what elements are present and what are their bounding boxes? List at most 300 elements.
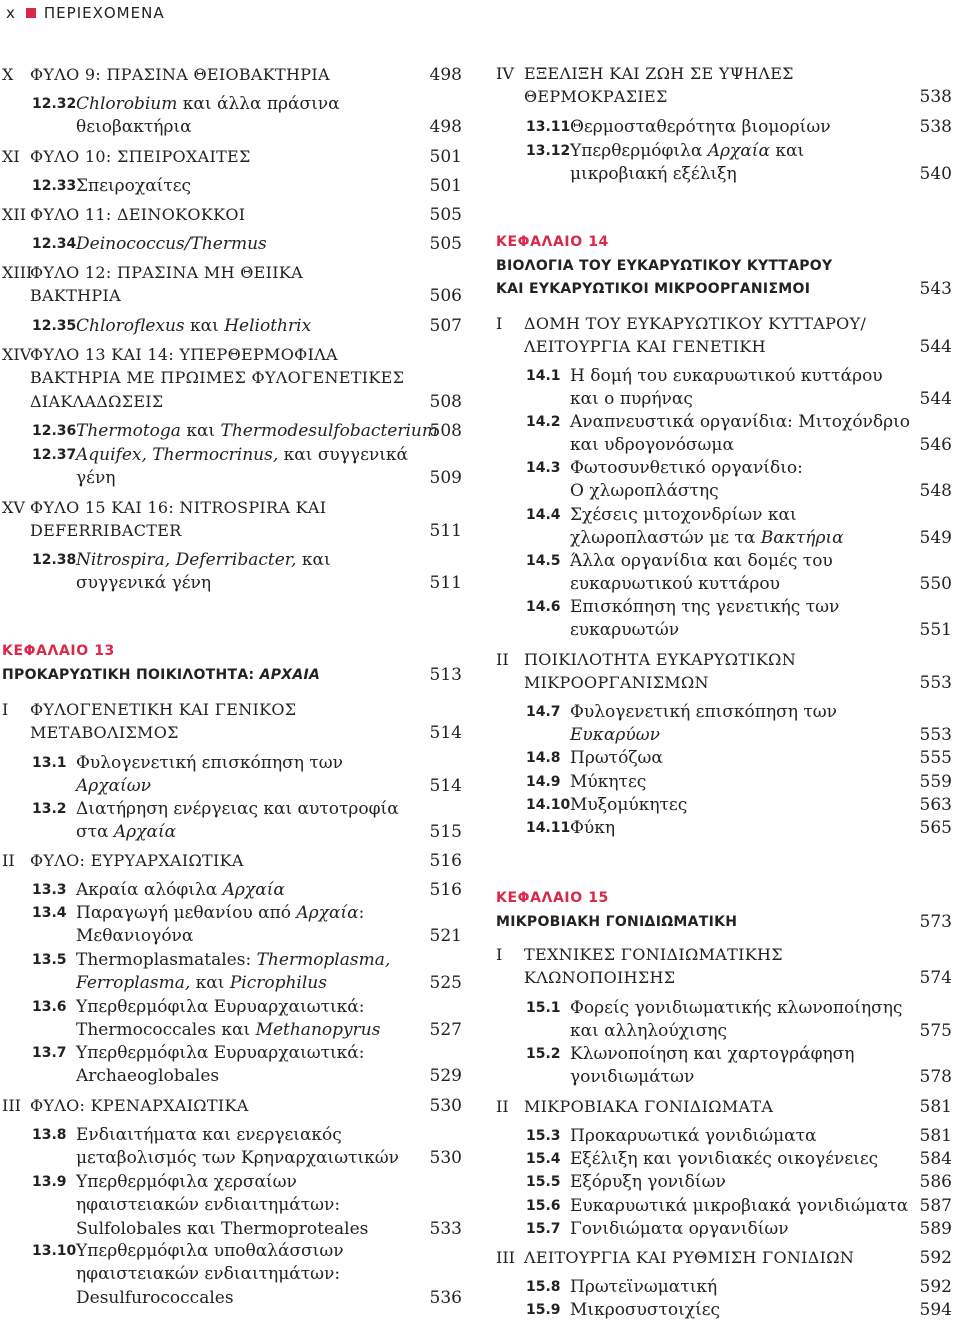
entry-title-text: γονιδιωμάτων	[570, 1067, 695, 1088]
page-number: 594	[919, 1300, 952, 1320]
entry-title-text: και	[296, 550, 331, 570]
entry-title-line	[76, 1146, 399, 1170]
section-numeral: II	[496, 1097, 509, 1116]
page-number: 543	[919, 279, 952, 300]
entry-title-line	[76, 1193, 340, 1217]
entry-title-text: Πρωτεϊνωματική	[570, 1277, 718, 1297]
entry-title-text: Thermodesulfobacterium	[220, 421, 438, 441]
entry-title-text: Μυξομύκητες	[570, 795, 688, 815]
entry-title-text: Sulfolobales και Thermoproteales	[76, 1218, 369, 1239]
entry-title-text: Ferroplasma,	[76, 973, 191, 994]
entry-title-text: Thermococcales και	[76, 1020, 256, 1041]
entry-title-text: Σπειροχαίτες	[76, 176, 192, 196]
entry-title-text: Chlorobium	[76, 94, 178, 114]
entry-title-text: Προκαρυωτικά γονιδιώματα	[570, 1126, 817, 1146]
page-number: 548	[919, 481, 952, 502]
entry-title-text: Υπερθερμόφιλα Ευρυαρχαιωτικά:	[76, 997, 365, 1017]
entry-title-line	[76, 995, 365, 1019]
entry-title-text: Ευκαρύων	[570, 725, 660, 746]
subsection-number: 13.9	[32, 1174, 67, 1190]
entry-title-line	[76, 901, 364, 925]
page-number: 550	[919, 574, 952, 595]
entry-title-line	[76, 948, 390, 972]
subsection-number: 14.3	[526, 460, 561, 476]
chapter-title-text: ΒΙΟΛΟΓΙΑ ΤΟΥ ΕΥΚΑΡΥΩΤΙΚΟΥ ΚΥΤΤΑΡΟΥ	[496, 258, 833, 274]
entry-title-line	[76, 924, 193, 948]
entry-title-line	[570, 1194, 908, 1218]
page-number: 505	[429, 205, 462, 225]
entry-title-text: Γονιδιώματα οργανιδίων	[570, 1219, 789, 1239]
section-numeral: XIII	[2, 263, 33, 282]
entry-title-line	[30, 366, 404, 390]
chapter-title-line	[2, 663, 320, 687]
entry-title-line	[30, 343, 338, 367]
entry-title-text: ΛΕΙΤΟΥΡΓΙΑ ΚΑΙ ΡΥΘΜΙΣΗ ΓΟΝΙΔΙΩΝ	[524, 1248, 855, 1267]
section-numeral: I	[2, 700, 9, 719]
page-number: 527	[429, 1020, 462, 1041]
entry-title-text: ΜΙΚΡΟΒΙΑΚΑ ΓΟΝΙΔΙΩΜΑΤΑ	[524, 1097, 774, 1116]
section-numeral: XI	[2, 147, 20, 166]
entry-title-line	[524, 648, 796, 672]
page-number: 574	[919, 968, 952, 989]
entry-title-text: Αρχαία	[113, 822, 177, 843]
entry-title-line	[570, 410, 910, 434]
entry-title-line	[76, 1041, 365, 1065]
entry-title-line	[30, 519, 182, 543]
page-number: 536	[429, 1287, 462, 1308]
chapter-title-text: ΠΡΟΚΑΡΥΩΤΙΚΗ ΠΟΙΚΙΛΟΤΗΤΑ:	[2, 667, 260, 683]
entry-title-line	[570, 572, 780, 596]
entry-title-text: Διατήρηση ενέργειας και αυτοτροφία	[76, 799, 399, 819]
entry-title-text: και	[190, 973, 230, 994]
entry-title-line	[76, 1286, 234, 1310]
section-numeral: I	[496, 945, 503, 964]
entry-title-line	[524, 62, 794, 86]
chapter-label: ΚΕΦΑΛΑΙΟ 15	[496, 890, 609, 906]
chapter-title-text: ΑΡΧΑΙΑ	[259, 667, 321, 683]
page-number: 549	[919, 528, 952, 549]
page-number: 592	[919, 1277, 952, 1297]
entry-title-text: ΦΥΛΟ: ΚΡΕΝΑΡΧΑΙΩΤΙΚΑ	[30, 1096, 249, 1115]
subsection-number: 15.1	[526, 1000, 561, 1016]
entry-title-text: Σχέσεις μιτοχονδρίων και	[570, 505, 797, 525]
page-number: 553	[919, 673, 952, 694]
entry-title-text: Αρχαία	[296, 903, 359, 923]
entry-title-text: συγγενικά γένη	[76, 573, 212, 594]
entry-title-line	[76, 1262, 340, 1286]
entry-title-text: Εξόρυξη γονιδίων	[570, 1172, 726, 1192]
entry-title-text: ΒΑΚΤΗΡΙΑ	[30, 286, 121, 306]
page-number: 516	[429, 851, 462, 871]
entry-title-text: ΕΞΕΛΙΞΗ ΚΑΙ ΖΩΗ ΣΕ ΥΨΗΛΕΣ	[524, 64, 794, 83]
entry-title-line	[30, 496, 326, 520]
entry-title-text: ΘΕΡΜΟΚΡΑΣΙΕΣ	[524, 87, 668, 107]
subsection-number: 15.6	[526, 1198, 561, 1214]
entry-title-text: Υπερθερμόφιλα	[570, 141, 708, 161]
entry-title-line	[76, 571, 211, 595]
page-number: 592	[919, 1248, 952, 1268]
entry-title-text: Ο χλωροπλάστης	[570, 481, 719, 502]
subsection-number: 15.2	[526, 1046, 561, 1062]
section-numeral: III	[2, 1096, 21, 1115]
page-number: 530	[429, 1096, 462, 1116]
subsection-number: 14.10	[526, 797, 571, 813]
entry-title-text: Βακτήρια	[760, 528, 844, 549]
entry-title-text: Ενδιαιτήματα και ενεργειακός	[76, 1125, 342, 1145]
entry-title-line	[76, 1170, 297, 1194]
entry-title-text: DEFERRIBACTER	[30, 521, 182, 541]
entry-title-line	[570, 1275, 717, 1299]
entry-title-line	[76, 774, 151, 798]
entry-title-line	[524, 335, 766, 359]
entry-title-text: Αναπνευστικά οργανίδια: Μιτοχόνδριο	[570, 412, 911, 432]
subsection-number: 12.34	[32, 236, 77, 252]
entry-title-text: Φορείς γονιδιωματικής κλωνοποίησης	[570, 998, 903, 1018]
entry-title-text: Deinococcus/Thermus	[76, 234, 267, 254]
subsection-number: 15.7	[526, 1221, 561, 1237]
subsection-number: 13.1	[32, 755, 67, 771]
entry-title-line	[30, 390, 164, 414]
entry-title-text: Πρωτόζωα	[570, 748, 663, 768]
section-numeral: XIV	[2, 345, 32, 364]
entry-title-text: και	[180, 421, 221, 441]
entry-title-text: Φωτοσυνθετικό οργανίδιο:	[570, 458, 803, 478]
entry-title-line	[76, 751, 343, 775]
entry-title-text: Picrophilus	[229, 973, 327, 994]
subsection-number: 12.37	[32, 447, 77, 463]
entry-title-line	[570, 1019, 727, 1043]
entry-title-text: και άλλα πράσινα	[177, 94, 340, 114]
subsection-number: 12.35	[32, 318, 77, 334]
page-number: 530	[429, 1148, 462, 1169]
entry-title-text: στα	[76, 822, 114, 843]
entry-title-text: Methanopyrus	[255, 1020, 381, 1041]
entry-title-text: Υπερθερμόφιλα υποθαλάσσιων	[76, 1241, 344, 1261]
entry-title-text: Υπερθερμόφιλα χερσαίων	[76, 1172, 297, 1192]
entry-title-text: Αρχαίων	[76, 776, 151, 797]
entry-title-text: ΜΕΤΑΒΟΛΙΣΜΟΣ	[30, 723, 179, 743]
entry-title-text: Thermoplasma,	[256, 950, 391, 970]
entry-title-line	[76, 1217, 368, 1241]
entry-title-line	[570, 387, 693, 411]
page-number: 553	[919, 725, 952, 746]
entry-title-line	[76, 419, 438, 443]
entry-title-line	[570, 456, 803, 480]
page-number: 498	[429, 117, 462, 138]
page-number: 586	[919, 1172, 952, 1192]
subsection-number: 13.2	[32, 801, 67, 817]
entry-title-line	[30, 721, 179, 745]
entry-title-text: ΦΥΛΟ 10: ΣΠΕΙΡΟΧΑΙΤΕΣ	[30, 147, 251, 166]
page-number: 529	[429, 1066, 462, 1087]
entry-title-text: και αλληλούχισης	[570, 1021, 728, 1042]
subsection-number: 15.9	[526, 1302, 561, 1318]
page-number: 540	[919, 164, 952, 185]
entry-title-line	[524, 671, 709, 695]
entry-title-line	[570, 816, 615, 840]
page-number: 538	[919, 117, 952, 137]
entry-title-line	[76, 1018, 380, 1042]
page-number: 513	[429, 665, 462, 685]
page-number: 508	[429, 391, 462, 412]
entry-title-text: μεταβολισμός των Κρηναρχαιωτικών	[76, 1148, 399, 1169]
entry-title-text: Η δομή του ευκαρυωτικού κυττάρου	[570, 366, 883, 386]
entry-title-text: Άλλα οργανίδια και δομές του	[570, 551, 833, 571]
entry-title-text: ΦΥΛΟ 13 ΚΑΙ 14: ΥΠΕΡΘΕΡΜΟΦΙΛΑ	[30, 345, 338, 364]
section-numeral: XII	[2, 205, 27, 224]
chapter-title-text: ΚΑΙ ΕΥΚΑΡΥΩΤΙΚΟΙ ΜΙΚΡΟΟΡΓΑΝΙΣΜΟΙ	[496, 281, 811, 298]
entry-title-text: μικροβιακή εξέλιξη	[570, 164, 737, 185]
subsection-number: 13.4	[32, 905, 67, 921]
red-square-icon	[26, 8, 36, 18]
section-numeral: XV	[2, 498, 25, 517]
entry-title-text: Ευκαρυωτικά μικροβιακά γονιδιώματα	[570, 1196, 909, 1216]
section-numeral: IV	[496, 64, 514, 83]
subsection-number: 13.6	[32, 999, 67, 1015]
entry-title-text: Thermotoga	[76, 421, 181, 441]
entry-title-line	[76, 115, 192, 139]
entry-title-line	[570, 503, 797, 527]
page-header	[6, 3, 165, 23]
entry-title-text: Αρχαία	[707, 141, 770, 161]
entry-title-text: ΔΙΑΚΛΑΔΩΣΕΙΣ	[30, 391, 164, 411]
entry-title-line	[570, 139, 804, 163]
page-number: 533	[429, 1218, 462, 1239]
entry-title-text: Φυλογενετική επισκόπηση των	[570, 702, 837, 722]
subsection-number: 14.7	[526, 704, 561, 720]
entry-title-line	[30, 698, 296, 722]
page-number: 581	[919, 1126, 952, 1146]
subsection-number: 14.6	[526, 599, 561, 615]
page-number: 573	[919, 912, 952, 932]
section-numeral: III	[496, 1248, 515, 1267]
page-number: 521	[429, 926, 462, 947]
entry-title-line	[76, 878, 285, 902]
entry-title-text: ΦΥΛΟ 9: ΠΡΑΣΙΝΑ ΘΕΙΟΒΑΚΤΗΡΙΑ	[30, 65, 330, 84]
entry-title-line	[76, 1239, 344, 1263]
page-number: 501	[429, 147, 462, 167]
page-number: 544	[919, 389, 952, 410]
subsection-number: 14.9	[526, 774, 561, 790]
entry-title-line	[76, 443, 408, 467]
section-numeral: II	[496, 650, 509, 669]
entry-title-text: Μικροσυστοιχίες	[570, 1300, 721, 1320]
entry-title-text: θειοβακτήρια	[76, 117, 192, 138]
subsection-number: 12.32	[32, 96, 77, 112]
entry-title-line	[76, 174, 191, 198]
page-number: 516	[429, 880, 462, 900]
subsection-number: 15.5	[526, 1174, 561, 1190]
entry-title-line	[76, 92, 340, 116]
entry-title-line	[570, 723, 660, 747]
entry-title-text: Μύκητες	[570, 772, 647, 792]
page-number: 501	[429, 176, 462, 196]
entry-title-line	[76, 314, 311, 338]
entry-title-line	[76, 971, 327, 995]
section-numeral: X	[2, 65, 14, 84]
entry-title-text: ΜΙΚΡΟΟΡΓΑΝΙΣΜΩΝ	[524, 673, 709, 693]
page-number: 511	[429, 573, 462, 594]
chapter-label: ΚΕΦΑΛΑΙΟ 13	[2, 643, 115, 659]
entry-title-text: :	[358, 903, 365, 923]
entry-title-text: ΠΟΙΚΙΛΟΤΗΤΑ ΕΥΚΑΡΥΩΤΙΚΩΝ	[524, 650, 797, 669]
entry-title-text: Heliothrix	[224, 316, 312, 336]
entry-title-line	[570, 1217, 789, 1241]
entry-title-line	[30, 1094, 249, 1118]
page-number: 555	[919, 748, 952, 768]
page-number: 514	[429, 723, 462, 744]
page-number: 506	[429, 286, 462, 307]
page-number: 584	[919, 1149, 952, 1169]
entry-title-line	[570, 700, 837, 724]
entry-title-line	[570, 793, 687, 817]
entry-title-line	[570, 996, 902, 1020]
entry-title-line	[570, 618, 679, 642]
entry-title-text: Nitrospira, Deferribacter,	[76, 550, 297, 570]
entry-title-text: γένη	[76, 468, 116, 489]
subsection-number: 14.11	[526, 820, 571, 836]
subsection-number: 12.36	[32, 423, 77, 439]
entry-title-line	[570, 364, 883, 388]
subsection-number: 13.11	[526, 119, 571, 135]
entry-title-text: ΛΕΙΤΟΥΡΓΙΑ ΚΑΙ ΓΕΝΕΤΙΚΗ	[524, 337, 766, 357]
page-number: 563	[919, 795, 952, 815]
entry-title-text: Φυλογενετική επισκόπηση των	[76, 753, 343, 773]
entry-title-line	[570, 1298, 720, 1322]
entry-title-line	[570, 1170, 726, 1194]
entry-title-text: Archaeoglobales	[76, 1066, 220, 1087]
page-number: 544	[919, 337, 952, 358]
page-number: 514	[429, 776, 462, 797]
entry-title-text: Παραγωγή μεθανίου από	[76, 903, 297, 923]
subsection-number: 12.33	[32, 178, 77, 194]
section-numeral: I	[496, 314, 503, 333]
entry-title-line	[570, 115, 831, 139]
page-number: 551	[919, 620, 952, 641]
section-numeral: II	[2, 851, 15, 870]
entry-title-text: ηφαιστειακών ενδιαιτημάτων:	[76, 1264, 341, 1285]
entry-title-text: χλωροπλαστών με τα	[570, 528, 761, 549]
entry-title-line	[570, 433, 734, 457]
subsection-number: 14.2	[526, 414, 561, 430]
page-number: 508	[429, 421, 462, 441]
entry-title-text: Desulfurococcales	[76, 1287, 234, 1308]
entry-title-text: ΤΕΧΝΙΚΕΣ ΓΟΝΙΔΙΩΜΑΤΙΚΗΣ	[524, 945, 783, 964]
page-number: 565	[919, 818, 952, 838]
entry-title-line	[524, 966, 675, 990]
subsection-number: 13.8	[32, 1127, 67, 1143]
entry-title-line	[30, 849, 244, 873]
entry-title-line	[570, 526, 844, 550]
subsection-number: 13.5	[32, 952, 67, 968]
entry-title-text: και ο πυρήνας	[570, 389, 693, 410]
page-number: 511	[429, 521, 462, 542]
entry-title-line	[570, 1124, 817, 1148]
entry-title-text: ΔΟΜΗ ΤΟΥ ΕΥΚΑΡΥΩΤΙΚΟΥ ΚΥΤΤΑΡΟΥ/	[524, 314, 867, 333]
page-number: 587	[919, 1196, 952, 1216]
chapter-title-line	[496, 910, 737, 934]
page-number: 581	[919, 1097, 952, 1117]
entry-title-line	[570, 479, 719, 503]
entry-title-line	[570, 595, 839, 619]
entry-title-text: και υδρογονόσωμα	[570, 435, 734, 456]
entry-title-line	[76, 1123, 342, 1147]
entry-title-line	[30, 203, 245, 227]
entry-title-text: ΦΥΛΟ 11: ΔΕΙΝΟΚΟΚΚΟΙ	[30, 205, 246, 224]
page-number: 515	[429, 822, 462, 843]
entry-title-text: ΦΥΛΟ: ΕΥΡΥΑΡΧΑΙΩΤΙΚΑ	[30, 851, 244, 870]
entry-title-line	[524, 1095, 773, 1119]
entry-title-text: Αρχαία	[222, 880, 285, 900]
entry-title-text: Θερμοσταθερότητα βιομορίων	[570, 117, 831, 137]
entry-title-text: Μεθανιογόνα	[76, 926, 194, 947]
entry-title-text: ευκαρυωτικού κυττάρου	[570, 574, 780, 595]
entry-title-line	[76, 820, 176, 844]
entry-title-text: Φύκη	[570, 818, 616, 838]
entry-title-line	[76, 466, 116, 490]
entry-title-text: ΦΥΛΟ 15 ΚΑΙ 16: NITROSPIRA ΚΑΙ	[30, 498, 327, 517]
entry-title-line	[76, 797, 399, 821]
entry-title-text: Επισκόπηση της γενετικής των	[570, 597, 840, 617]
chapter-label: ΚΕΦΑΛΑΙΟ 14	[496, 234, 609, 250]
page-header-title: ΠΕΡΙΕΧΟΜΕΝΑ	[43, 4, 165, 22]
entry-title-text: ΦΥΛΟ 12: ΠΡΑΣΙΝΑ ΜΗ ΘΕΙΙΚΑ	[30, 263, 303, 282]
entry-title-line	[570, 1042, 854, 1066]
entry-title-line	[524, 943, 783, 967]
chapter-title-line	[496, 277, 810, 301]
page-number: 559	[919, 772, 952, 792]
entry-title-line	[524, 312, 866, 336]
subsection-number: 14.5	[526, 553, 561, 569]
entry-title-text: ΒΑΚΤΗΡΙΑ ΜΕ ΠΡΩΙΜΕΣ ΦΥΛΟΓΕΝΕΤΙΚΕΣ	[30, 368, 405, 388]
entry-title-line	[570, 1147, 878, 1171]
entry-title-line	[30, 63, 330, 87]
subsection-number: 14.1	[526, 368, 561, 384]
page-number: 505	[429, 234, 462, 254]
page-number: 498	[429, 65, 462, 85]
chapter-title-text: ΜΙΚΡΟΒΙΑΚΗ ΓΟΝΙΔΙΩΜΑΤΙΚΗ	[496, 914, 738, 930]
entry-title-line	[30, 145, 251, 169]
entry-title-line	[30, 261, 303, 285]
page-number: 525	[429, 973, 462, 994]
subsection-number: 13.7	[32, 1045, 67, 1061]
entry-title-line	[570, 1065, 694, 1089]
entry-title-text: Aquifex, Thermocrinus,	[76, 445, 279, 465]
entry-title-line	[570, 162, 737, 186]
page-number: 509	[429, 468, 462, 489]
subsection-number: 14.8	[526, 750, 561, 766]
subsection-number: 15.8	[526, 1279, 561, 1295]
page-numeral: x	[6, 4, 16, 22]
entry-title-line	[570, 746, 663, 770]
page-number: 538	[919, 87, 952, 108]
entry-title-text: ΚΛΩΝΟΠΟΙΗΣΗΣ	[524, 968, 676, 988]
entry-title-line	[570, 770, 646, 794]
entry-title-line	[524, 85, 668, 109]
entry-title-line	[30, 284, 121, 308]
subsection-number: 15.3	[526, 1128, 561, 1144]
entry-title-text: Κλωνοποίηση και χαρτογράφηση	[570, 1044, 855, 1064]
entry-title-line	[76, 232, 267, 256]
subsection-number: 13.10	[32, 1243, 77, 1259]
subsection-number: 13.12	[526, 143, 571, 159]
subsection-number: 15.4	[526, 1151, 561, 1167]
entry-title-text: Εξέλιξη και γονιδιακές οικογένειες	[570, 1149, 879, 1169]
entry-title-text: και	[184, 316, 225, 336]
subsection-number: 14.4	[526, 507, 561, 523]
subsection-number: 12.38	[32, 552, 77, 568]
entry-title-line	[570, 549, 833, 573]
